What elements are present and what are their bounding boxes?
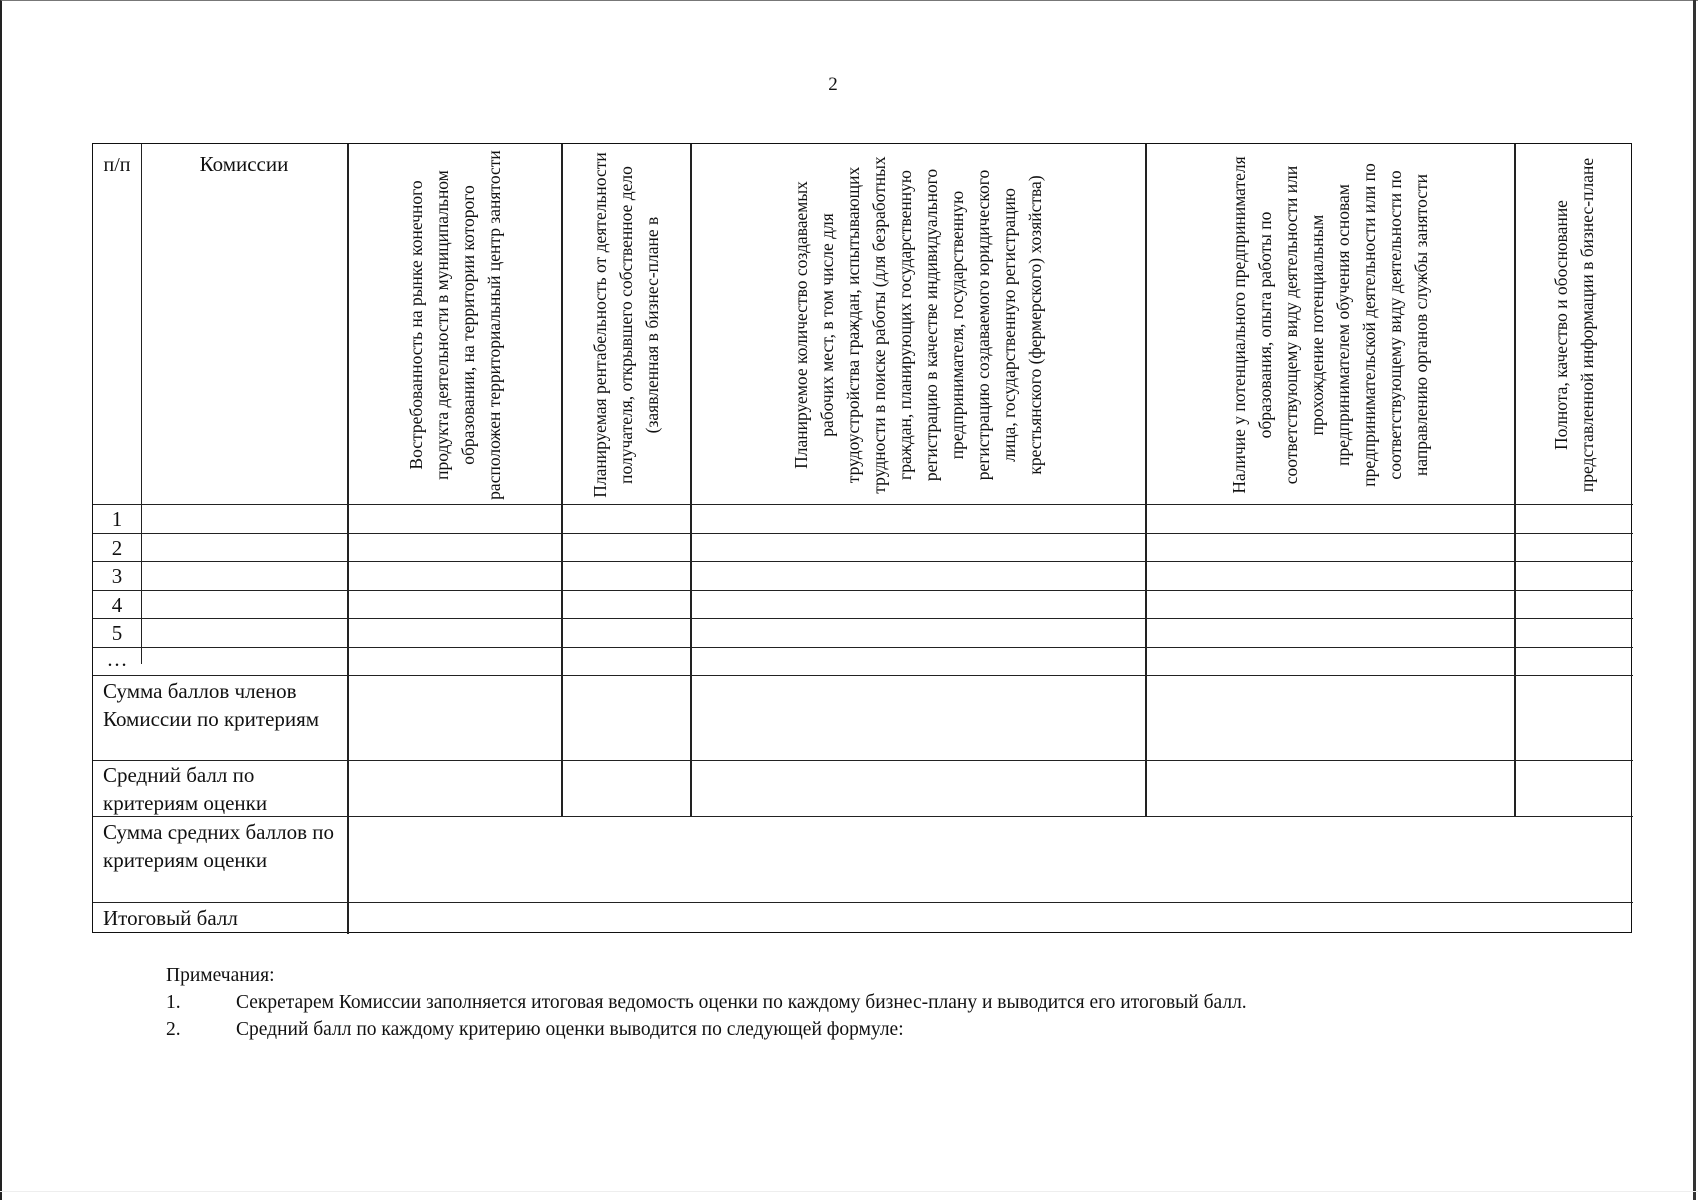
note-item: 2. Средний балл по каждому критерию оценки выводится по следующей формуле: <box>166 1019 904 1040</box>
row-number: 5 <box>111 621 123 645</box>
header-num: п/п <box>103 154 131 176</box>
page-number: 2 <box>828 74 838 95</box>
header-criterion-3: Планируемое количество создаваемых рабочих мест, в том числе для трудоустройства граждан, испытывающих трудности в поиске работы (для безработных граждан, планирующих государственную регистрацию в качестве индивидуального предпринимателя, государственную регистрацию создаваемого юридического лица, государственную регистрацию крестьянского (фермерского) хозяйства) <box>791 155 1045 494</box>
summary-total: Итоговый балл <box>103 906 238 930</box>
notes-title: Примечания: <box>166 965 275 986</box>
notes <box>166 962 1247 1043</box>
row-number: … <box>106 647 128 671</box>
scan-edge <box>1693 0 1696 1200</box>
summary-average: Средний балл по критериям оценки <box>103 763 268 815</box>
row-number: 3 <box>111 564 123 588</box>
row-number: 2 <box>111 536 123 560</box>
summary-sum-members: Сумма баллов членов Комиссии по критериям <box>103 679 320 731</box>
row-number: 4 <box>111 593 123 617</box>
header-criterion-4: Наличие у потенциального предпринимателя образования, опыта работы по соответствующему виду деятельности или прохождение потенциальным предпринимателем обучения основам предпринимательской деятельности или по соответствующему виду деятельности по направлению органов службы занятости <box>1229 155 1431 494</box>
header-commission: Комиссии <box>199 152 289 176</box>
summary-sum-averages: Сумма средних баллов по критериям оценки <box>103 820 335 872</box>
header-criterion-1: Востребованность на рынке конечного продукта деятельности в муниципальном образовании, на территории которого расположен территориальный центр занятости <box>405 149 504 500</box>
header-criterion-5: Полнота, качество и обоснование представленной информации в бизнес-плане <box>1551 157 1597 492</box>
evaluation-table <box>92 143 1632 933</box>
header-criterion-2: Планируемая рентабельность от деятельности получателя, открывшего собственное дело (заявленная в бизнес-плане в <box>590 151 662 498</box>
row-number: 1 <box>111 507 123 531</box>
note-item: 1. Секретарем Комиссии заполняется итоговая ведомость оценки по каждому бизнес-плану и выводится его итоговый балл. <box>166 992 1247 1013</box>
scan-bottom-edge <box>0 1191 1698 1192</box>
